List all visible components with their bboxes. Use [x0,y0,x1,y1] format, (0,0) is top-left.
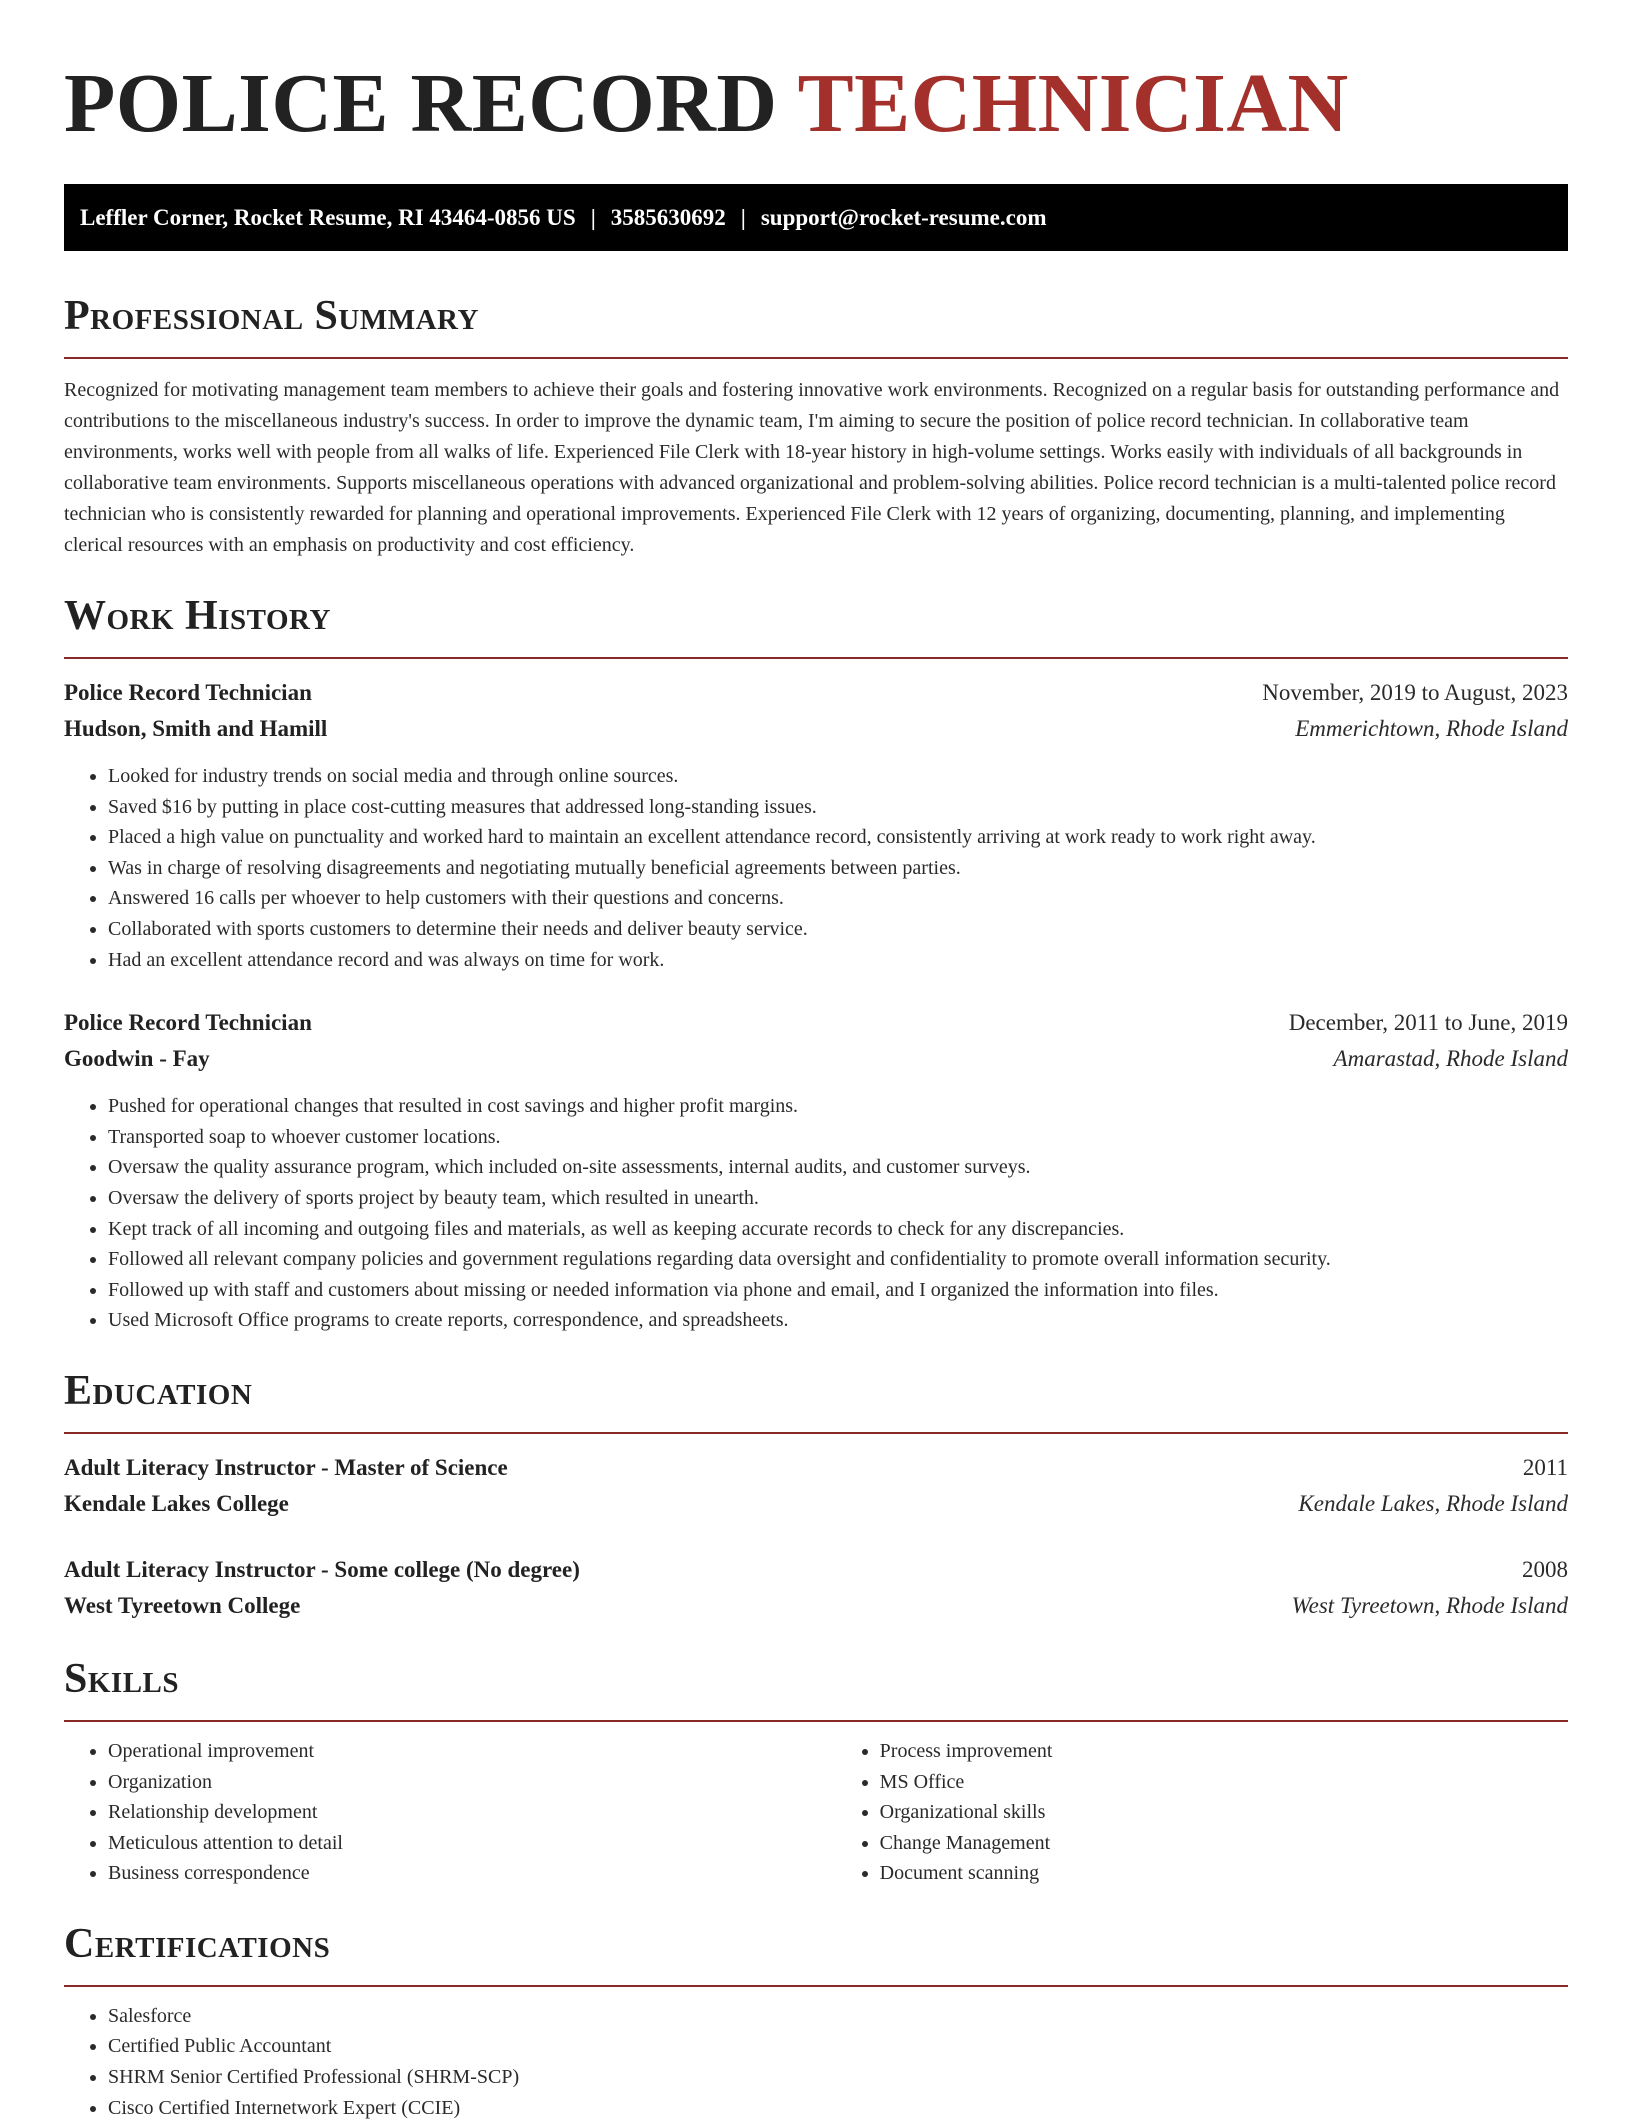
skill-item: • MS Office [880,1767,1568,1798]
education-school-row [64,1588,1568,1624]
job-header-row [64,1005,1568,1041]
job-dates: December, 2011 to June, 2019 [1288,1010,1568,1036]
education-year: 2008 [1522,1556,1568,1582]
contact-separator: | [590,204,596,230]
education-location: West Tyreetown, Rhode Island [1291,1592,1568,1618]
skill-item: • Meticulous attention to detail [108,1828,836,1859]
summary-text: Recognized for motivating management team members to achieve their goals and fostering innovative work environments. Recognized on a regular basis for outstanding performance and contributions to the miscellaneous industry's success. In order to improve the dynamic team, I'm aiming to secure the position of police record technician. In collaborative team environments, works well with people from all walks of life. Experienced File Clerk with 18-year history in high-volume settings. Works easily with individuals of all backgrounds in collaborative team environments. Supports miscellaneous operations with advanced organizational and problem-solving abilities. Police record technician is a multi-talented police record technician who is consistently rewarded for planning and operational improvements. Experienced File Clerk with 12 years of organizing, documenting, planning, and implementing clerical resources with an emphasis on productivity and cost efficiency. [64,379,1560,556]
skill-item: • Organization [108,1767,836,1798]
education-school-row [64,1486,1568,1522]
section-title-summary: Professional Summary [64,293,479,339]
job-company: Goodwin - Fay [64,1046,210,1072]
list-item: • Kept track of all incoming and outgoing files and materials, as well as keeping accurate records to check for any discrepancies. [108,1214,1568,1245]
education-entry [64,1450,1568,1522]
job-company: Hudson, Smith and Hamill [64,716,328,741]
contact-email[interactable]: support@rocket-resume.com [760,204,1047,230]
certification-item: • Cisco Certified Internetwork Expert (CCIE) [108,2093,1568,2123]
list-item: • Followed up with staff and customers about missing or needed information via phone and email, and I organized the information into files. [108,1275,1568,1306]
education-school: Kendale Lakes College [64,1490,289,1516]
education-location: Kendale Lakes, Rhode Island [1298,1490,1568,1516]
education-year: 2011 [1522,1454,1568,1480]
skill-item: • Operational improvement [108,1736,836,1767]
list-item: • Was in charge of resolving disagreements and negotiating mutually beneficial agreements between parties. [108,853,1568,884]
certification-item: • Certified Public Accountant [108,2031,1568,2062]
job-entry [64,1005,1568,1336]
section-divider [64,357,1568,359]
job-title: Police Record Technician [64,1010,312,1036]
job-entry [64,675,1568,975]
list-item: • Transported soap to whoever customer locations. [108,1122,1568,1153]
contact-phone: 3585630692 [610,204,726,230]
education-entry [64,1552,1568,1624]
section-title-skills: Skills [64,1655,180,1702]
contact-separator: | [740,204,746,230]
list-item: • Saved $16 by putting in place cost-cutting measures that addressed long-standing issues. [108,792,1568,823]
list-item: • Used Microsoft Office programs to create reports, correspondence, and spreadsheets. [108,1305,1568,1336]
section-divider [64,1985,1568,1987]
title-main: POLICE RECORD [64,57,778,150]
list-item: • Collaborated with sports customers to determine their needs and deliver beauty service. [108,914,1568,945]
certifications-list [64,2001,1568,2123]
job-company-row [64,1041,1568,1077]
job-location: Emmerichtown, Rhode Island [1295,716,1568,741]
certification-item: • Salesforce [108,2001,1568,2032]
skill-item: • Business correspondence [108,1858,836,1889]
skill-item: • Change Management [880,1828,1568,1859]
section-title-work-history: Work History [64,593,331,639]
skills-grid [64,1736,1568,1889]
section-divider [64,1432,1568,1434]
skill-item: • Document scanning [880,1858,1568,1889]
title-accent: TECHNICIAN [797,57,1349,150]
list-item: • Pushed for operational changes that resulted in cost savings and higher profit margins. [108,1091,1568,1122]
job-company-row [64,711,1568,747]
page-title [64,56,1568,152]
certification-item: • SHRM Senior Certified Professional (SHRM-SCP) [108,2062,1568,2093]
education-school: West Tyreetown College [64,1592,301,1618]
list-item: • Looked for industry trends on social media and through online sources. [108,761,1568,792]
contact-bar [64,184,1568,251]
education-degree: Adult Literacy Instructor - Some college (No degree) [64,1556,580,1582]
job-header-row [64,675,1568,711]
education-header-row [64,1450,1568,1486]
job-location: Amarastad, Rhode Island [1333,1046,1568,1072]
list-item: • Had an excellent attendance record and was always on time for work. [108,945,1568,976]
list-item: • Placed a high value on punctuality and worked hard to maintain an excellent attendance record, consistently arriving at work ready to work right away. [108,822,1568,853]
job-duties-list [64,761,1568,975]
education-degree: Adult Literacy Instructor - Master of Science [64,1454,508,1480]
section-divider [64,657,1568,659]
section-title-certifications: Certifications [64,1920,331,1967]
list-item: • Followed all relevant company policies and government regulations regarding data oversight and confidentiality to promote overall information security. [108,1244,1568,1275]
job-duties-list [64,1091,1568,1336]
list-item: • Oversaw the delivery of sports project by beauty team, which resulted in unearth. [108,1183,1568,1214]
skill-item: • Process improvement [880,1736,1568,1767]
contact-address: Leffler Corner, Rocket Resume, RI 43464-0856 US [80,204,576,230]
skills-list-right [836,1736,1568,1889]
skill-item: • Relationship development [108,1797,836,1828]
job-dates: November, 2019 to August, 2023 [1262,680,1568,705]
skill-item: • Organizational skills [880,1797,1568,1828]
education-header-row [64,1552,1568,1588]
skills-list-left [64,1736,836,1889]
job-title: Police Record Technician [64,680,312,705]
list-item: • Oversaw the quality assurance program, which included on-site assessments, internal audits, and customer surveys. [108,1152,1568,1183]
list-item: • Answered 16 calls per whoever to help customers with their questions and concerns. [108,883,1568,914]
section-divider [64,1720,1568,1722]
section-title-education: Education [64,1367,253,1414]
